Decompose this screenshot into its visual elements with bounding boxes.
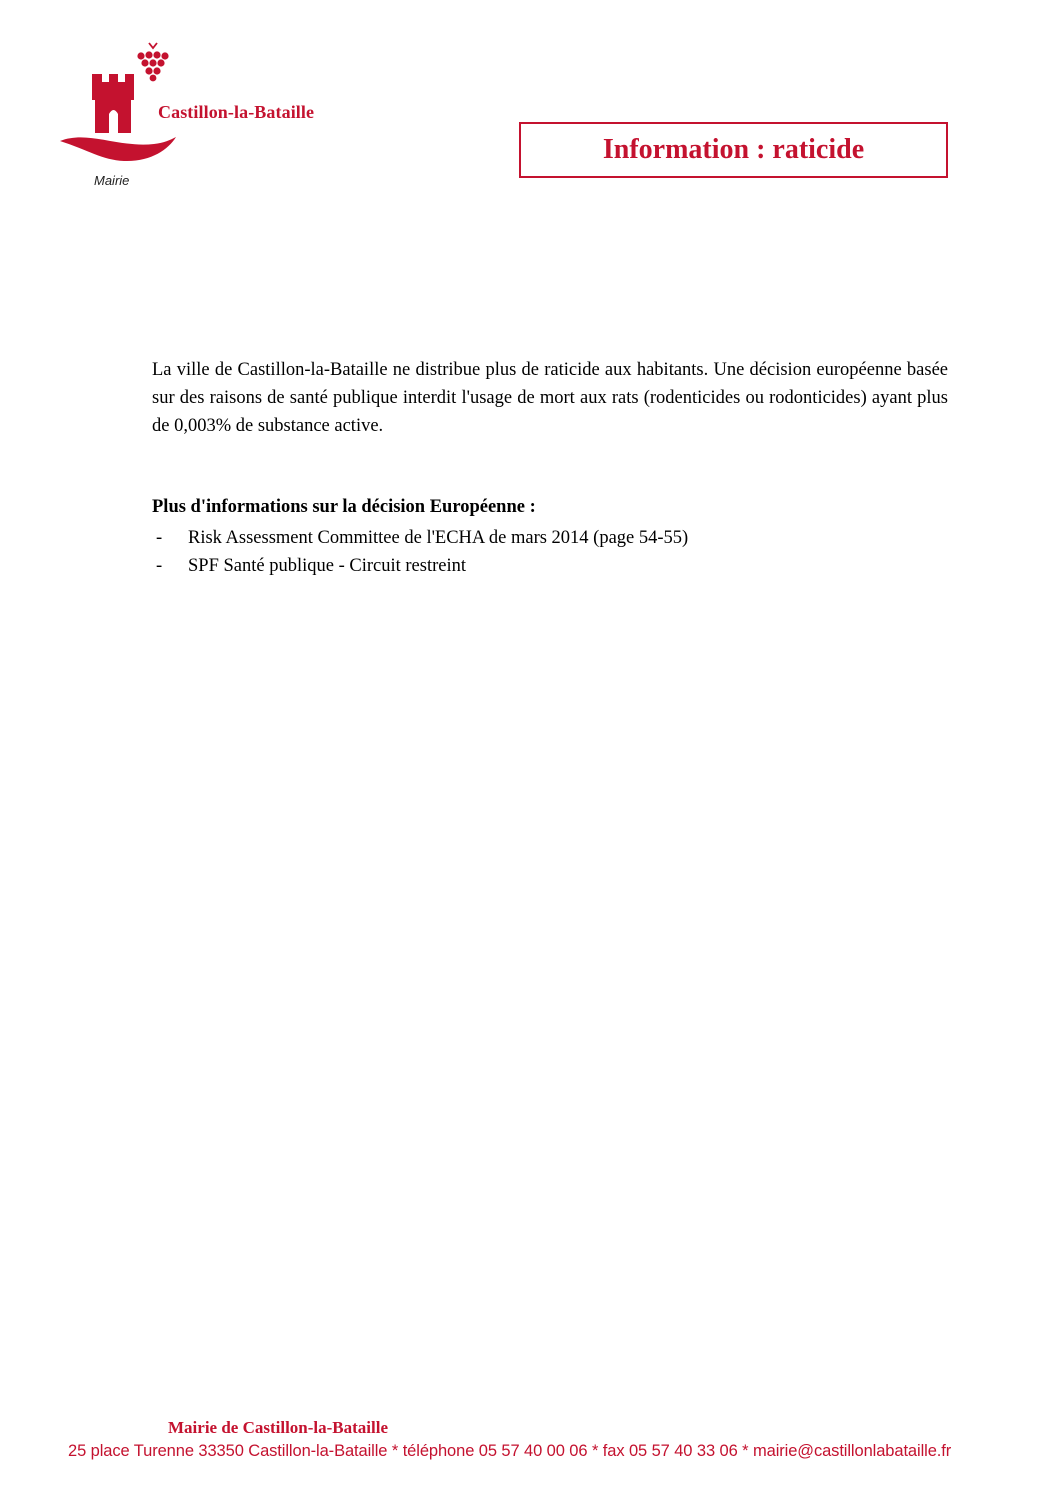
page-title: Information : raticide [602, 134, 865, 165]
echa-link[interactable]: Risk Assessment Committee de l'ECHA de mars 2014 (page 54-55) [188, 528, 689, 548]
footer-separator: * [391, 1442, 399, 1460]
logo-town-name: Castillon-la-Bataille [158, 102, 315, 122]
page-title-box [519, 122, 948, 178]
footer-contact-line [68, 1442, 951, 1461]
footer-phone: téléphone 05 57 40 00 06 [402, 1442, 588, 1460]
list-bullet: - [156, 556, 163, 576]
list-item[interactable] [152, 524, 688, 552]
footer-fax: fax 05 57 40 33 06 [602, 1442, 738, 1460]
more-info-heading: Plus d'informations sur la décision Européenne : [152, 497, 536, 517]
footer-separator: * [742, 1442, 749, 1460]
list-bullet: - [156, 528, 163, 548]
footer-org-name: Mairie de Castillon-la-Bataille [168, 1418, 389, 1437]
spf-link[interactable]: SPF Santé publique - Circuit restreint [188, 556, 466, 576]
footer-separator: * [591, 1442, 599, 1460]
list-item[interactable] [152, 552, 688, 580]
town-logo [58, 40, 378, 190]
logo-subtitle: Mairie [94, 173, 130, 188]
footer-email[interactable]: mairie@castillonlabataille.fr [752, 1442, 952, 1460]
more-info-list [152, 524, 688, 580]
footer-address: 25 place Turenne 33350 Castillon-la-Bataille [68, 1442, 388, 1460]
intro-paragraph: La ville de Castillon-la-Bataille ne distribue plus de raticide aux habitants. Une décision européenne basée sur des raisons de santé publique interdit l'usage de mort aux rats (rodenticides ou rodonticides) ayant plus de 0,003% de substance active. [152, 360, 948, 436]
